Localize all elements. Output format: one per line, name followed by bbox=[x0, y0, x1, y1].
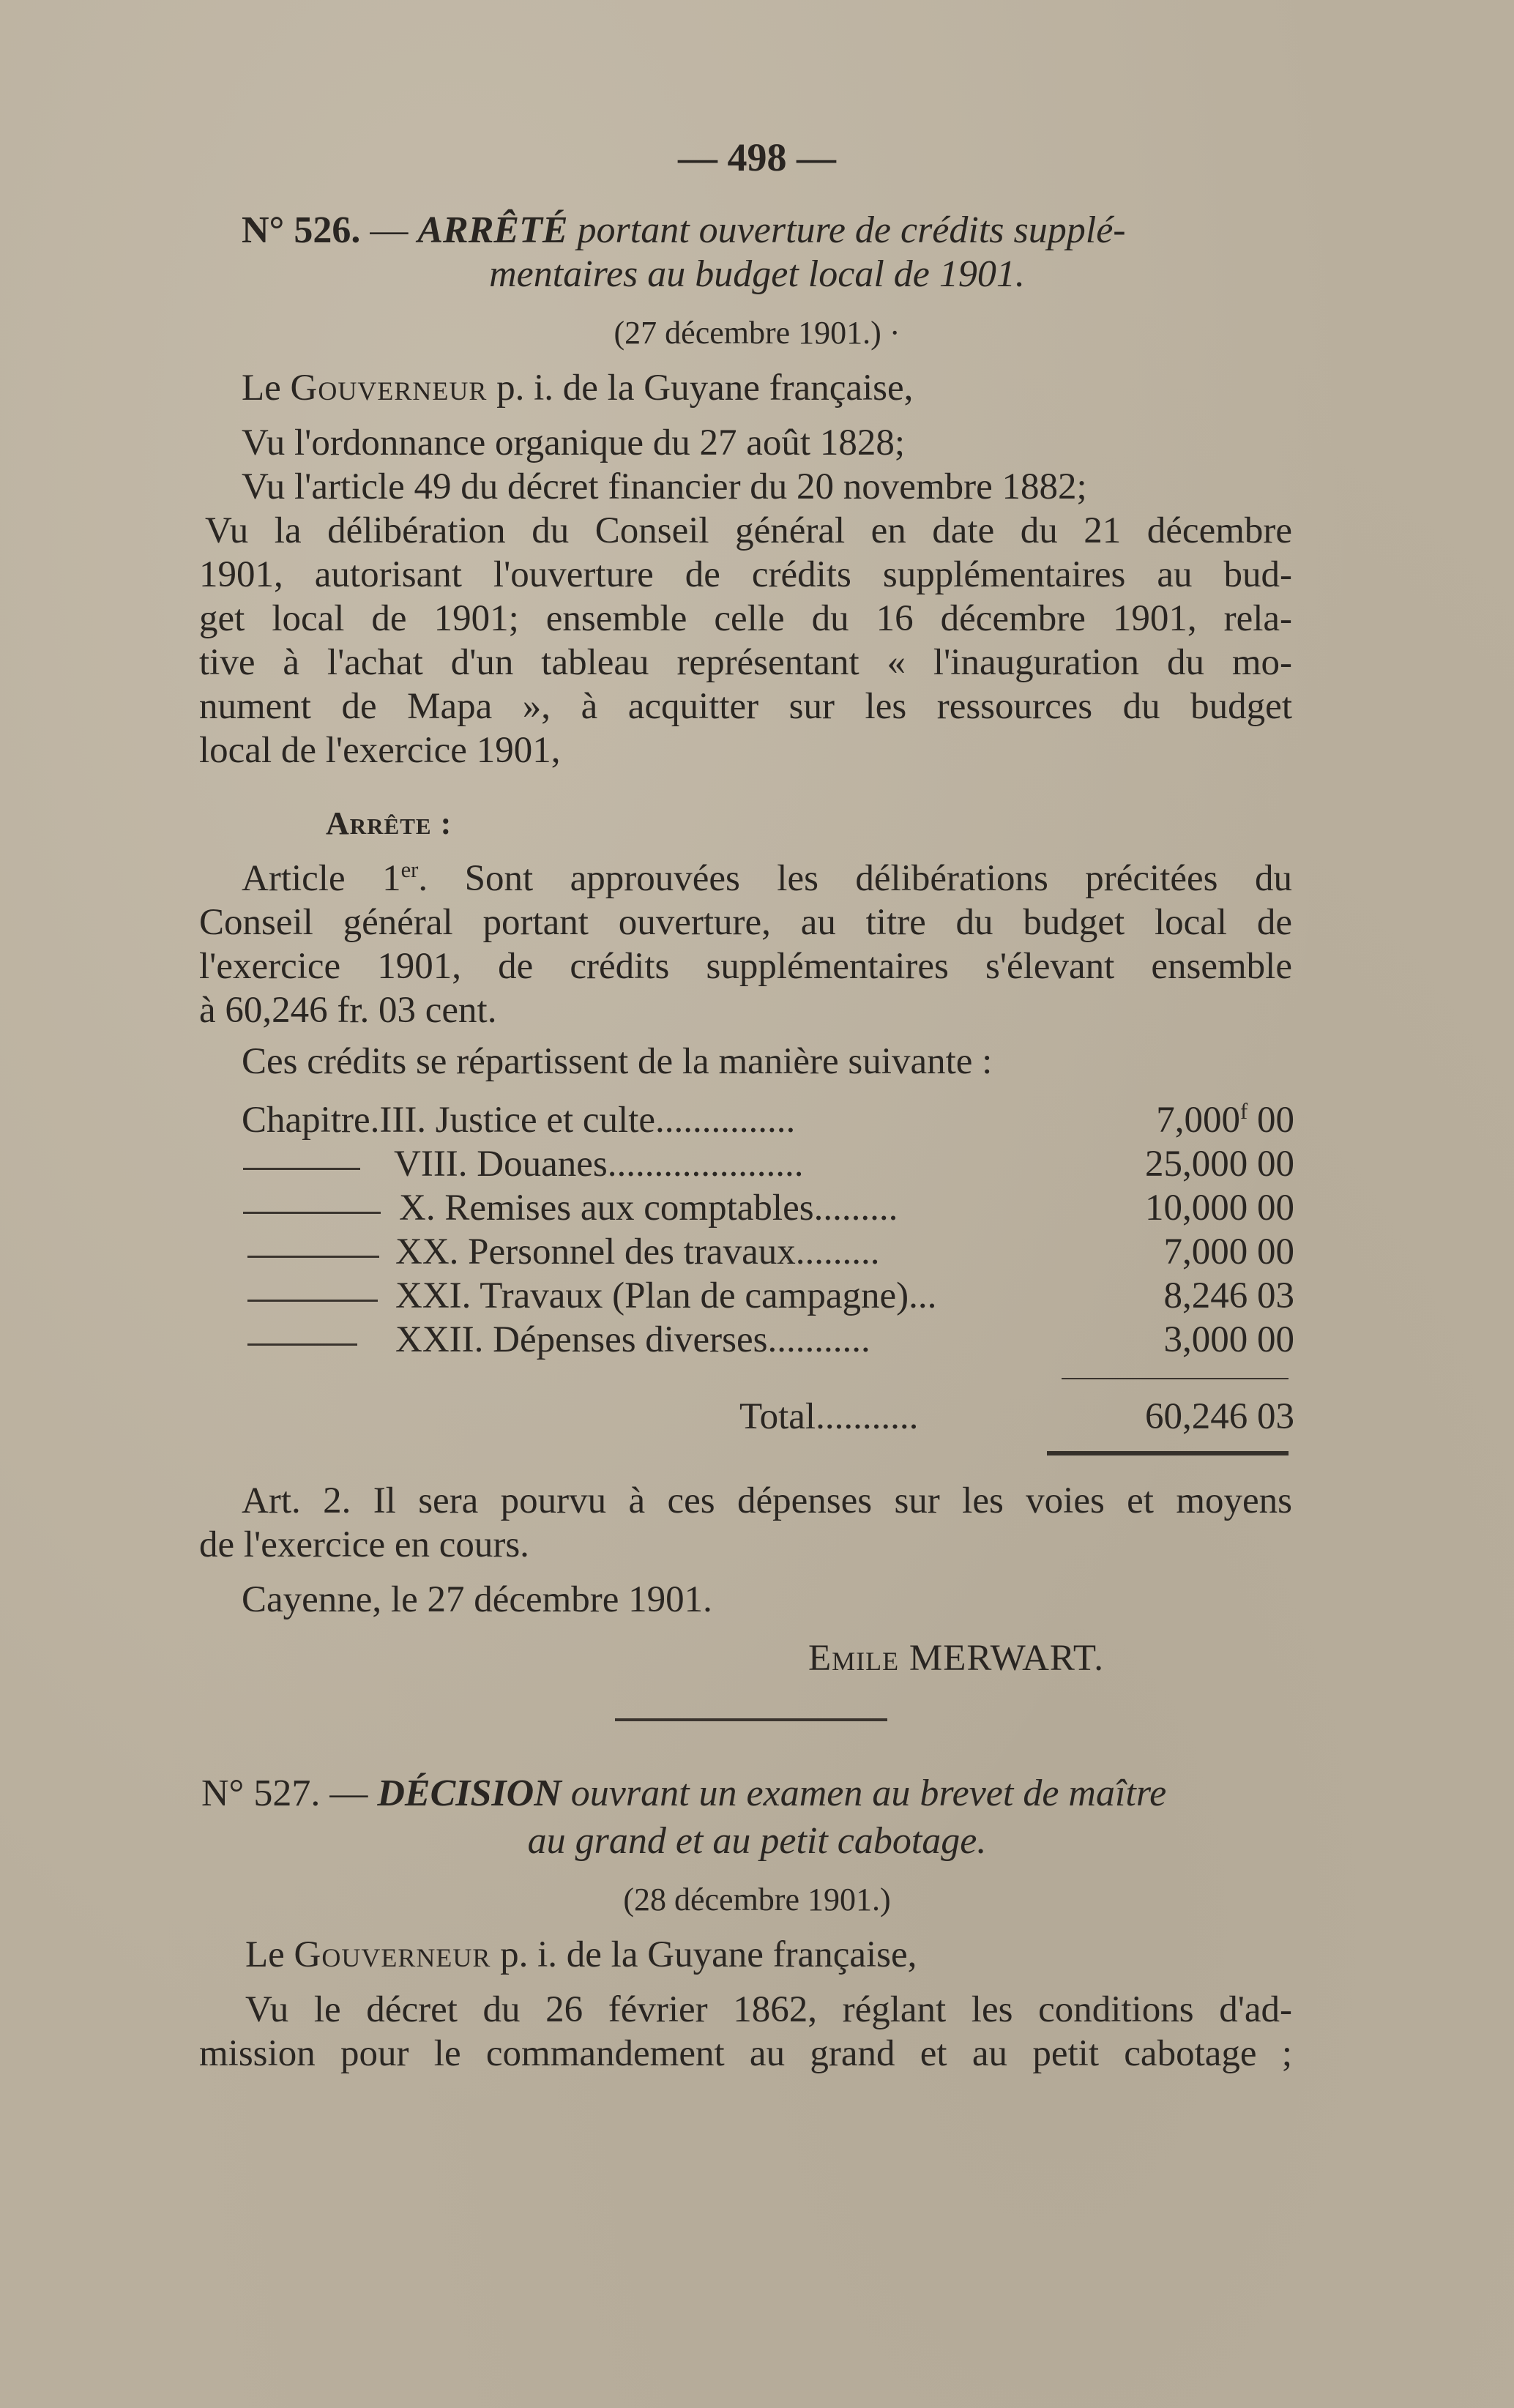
decision-527-keyword: DÉCISION bbox=[377, 1773, 562, 1814]
credit-label: Chapitre.III. Justice et culte bbox=[242, 1100, 656, 1141]
credit-label: XX. Personnel des travaux bbox=[395, 1231, 796, 1272]
signature: Emile MERWART. bbox=[808, 1638, 1104, 1679]
credit-amount-cents: 00 bbox=[1257, 1319, 1294, 1360]
page-number: — 498 — bbox=[678, 135, 836, 179]
credit-row bbox=[242, 1098, 795, 1142]
decree-526-title-rest: portant ouverture de crédits supplé- bbox=[577, 209, 1126, 251]
credit-row bbox=[394, 1142, 803, 1186]
governor-rest: p. i. de la Guyane française, bbox=[496, 368, 914, 409]
credit-amount-cents: 00 bbox=[1257, 1231, 1294, 1272]
credit-amount-value: 7,000 bbox=[1156, 1100, 1241, 1141]
ditto-rule bbox=[247, 1256, 379, 1258]
decree-526-title-line1: N° 526. — ARRÊTÉ portant ouverture de crédits supplé- bbox=[242, 209, 1126, 251]
credit-amount bbox=[1164, 1230, 1295, 1274]
credit-dots: ............... bbox=[655, 1100, 796, 1141]
total-row bbox=[739, 1395, 918, 1439]
governor-title: Gouverneur bbox=[294, 1934, 491, 1975]
credit-row bbox=[399, 1186, 898, 1230]
credit-dots: ..................... bbox=[607, 1144, 804, 1185]
ditto-rule bbox=[247, 1343, 357, 1346]
credit-amount-unit: f bbox=[1240, 1099, 1248, 1124]
article-1-text: . Sont approuvées les délibérations précitées du bbox=[418, 858, 1292, 899]
decision-527-title-line2: au grand et au petit cabotage. bbox=[527, 1820, 987, 1862]
credit-amount bbox=[1164, 1274, 1295, 1318]
total-amount-cents: 03 bbox=[1257, 1396, 1294, 1437]
credit-amount bbox=[1156, 1098, 1294, 1142]
decree-526-date: (27 décembre 1901.) · bbox=[614, 315, 900, 351]
article-2-l2: de l'exercice en cours. bbox=[199, 1524, 529, 1565]
credit-label: XXII. Dépenses diverses bbox=[395, 1319, 768, 1360]
decision-527-title-rest: ouvrant un examen au brevet de maître bbox=[570, 1773, 1167, 1814]
total-rule-top bbox=[1062, 1378, 1289, 1379]
credit-label: XXI. Travaux (Plan de campagne) bbox=[395, 1275, 909, 1316]
credit-amount-value: 10,000 bbox=[1145, 1188, 1248, 1229]
section-divider bbox=[615, 1718, 887, 1721]
repartition-intro: Ces crédits se répartissent de la manière suivante : bbox=[242, 1041, 993, 1082]
credit-amount bbox=[1145, 1142, 1294, 1186]
credit-amount-cents: 00 bbox=[1257, 1144, 1294, 1185]
credit-row bbox=[395, 1318, 870, 1362]
vu-deliberation-l3: get local de 1901; ensemble celle du 16 décembre 1901, rela- bbox=[199, 598, 1292, 639]
vu-deliberation-l2: 1901, autorisant l'ouverture de crédits supplémentaires au bud- bbox=[199, 554, 1292, 595]
governor-title: Gouverneur bbox=[290, 368, 488, 409]
vu-deliberation-l6: local de l'exercice 1901, bbox=[199, 730, 561, 771]
credit-label: X. Remises aux comptables bbox=[399, 1188, 814, 1229]
governor-prefix: Le bbox=[245, 1934, 285, 1975]
credit-dots: ... bbox=[909, 1275, 937, 1316]
decision-527-vu-l1: Vu le décret du 26 février 1862, réglant les conditions d'ad- bbox=[245, 1989, 1292, 2030]
credit-dots: ......... bbox=[795, 1231, 880, 1272]
article-1-l2: Conseil général portant ouverture, au titre du budget local de bbox=[199, 902, 1292, 943]
vu-deliberation-l1: Vu la délibération du Conseil général en date du 21 décembre bbox=[205, 510, 1292, 551]
governor-rest: p. i. de la Guyane française, bbox=[500, 1934, 917, 1975]
article-1-l4: à 60,246 fr. 03 cent. bbox=[199, 990, 497, 1031]
total-amount bbox=[1145, 1395, 1294, 1439]
credit-amount-value: 3,000 bbox=[1163, 1319, 1248, 1360]
article-1-sup: er bbox=[400, 857, 419, 882]
credit-amount-cents: 03 bbox=[1257, 1275, 1294, 1316]
credit-amount bbox=[1145, 1186, 1294, 1230]
decree-526-keyword: ARRÊTÉ bbox=[417, 209, 568, 251]
article-1-l3: l'exercice 1901, de crédits supplémentaires s'élevant ensemble bbox=[199, 946, 1292, 987]
credit-label: VIII. Douanes bbox=[394, 1144, 608, 1185]
decision-527-number: N° 527. — bbox=[201, 1773, 368, 1814]
vu-deliberation-l5: nument de Mapa », à acquitter sur les ressources du budget bbox=[199, 686, 1292, 727]
credit-dots: ......... bbox=[813, 1188, 898, 1229]
ditto-rule bbox=[243, 1212, 381, 1214]
article-1-l1 bbox=[242, 857, 1292, 901]
governor-prefix: Le bbox=[242, 368, 281, 409]
decision-527-governor bbox=[245, 1933, 917, 1977]
article-2-l1: Art. 2. Il sera pourvu à ces dépenses sur les voies et moyens bbox=[242, 1480, 1292, 1521]
credit-row bbox=[395, 1274, 936, 1318]
decision-527-title-line1 bbox=[201, 1772, 1166, 1816]
ditto-rule bbox=[243, 1168, 360, 1170]
decision-527-date: (28 décembre 1901.) bbox=[623, 1882, 891, 1917]
credit-amount bbox=[1164, 1318, 1295, 1362]
credit-amount-cents: 00 bbox=[1257, 1100, 1294, 1141]
arrete-heading: Arrête : bbox=[326, 805, 452, 841]
total-label: Total bbox=[739, 1396, 816, 1437]
credit-amount-value: 7,000 bbox=[1163, 1231, 1248, 1272]
decree-526-governor bbox=[242, 366, 913, 410]
credit-amount-value: 25,000 bbox=[1145, 1144, 1248, 1185]
credit-amount-cents: 00 bbox=[1257, 1188, 1294, 1229]
decision-527-vu-l2: mission pour le commandement au grand et au petit cabotage ; bbox=[199, 2033, 1292, 2074]
vu-article-49: Vu l'article 49 du décret financier du 20 novembre 1882; bbox=[242, 466, 1087, 507]
credit-dots: ........... bbox=[767, 1319, 870, 1360]
credit-row bbox=[395, 1230, 879, 1274]
credit-amount-value: 8,246 bbox=[1163, 1275, 1248, 1316]
total-amount-value: 60,246 bbox=[1145, 1396, 1248, 1437]
decree-526-number: N° 526. bbox=[242, 209, 361, 251]
vu-deliberation-l4: tive à l'achat d'un tableau représentant « l'inauguration du mo- bbox=[199, 642, 1292, 683]
total-dots: ........... bbox=[816, 1396, 919, 1437]
ditto-rule bbox=[247, 1300, 378, 1302]
vu-ordonnance: Vu l'ordonnance organique du 27 août 1828; bbox=[242, 422, 905, 463]
article-1-label: Article 1 bbox=[242, 858, 401, 899]
decree-526-title-line2: mentaires au budget local de 1901. bbox=[489, 253, 1025, 295]
total-rule-bottom bbox=[1047, 1451, 1289, 1455]
place-date: Cayenne, le 27 décembre 1901. bbox=[242, 1579, 712, 1620]
